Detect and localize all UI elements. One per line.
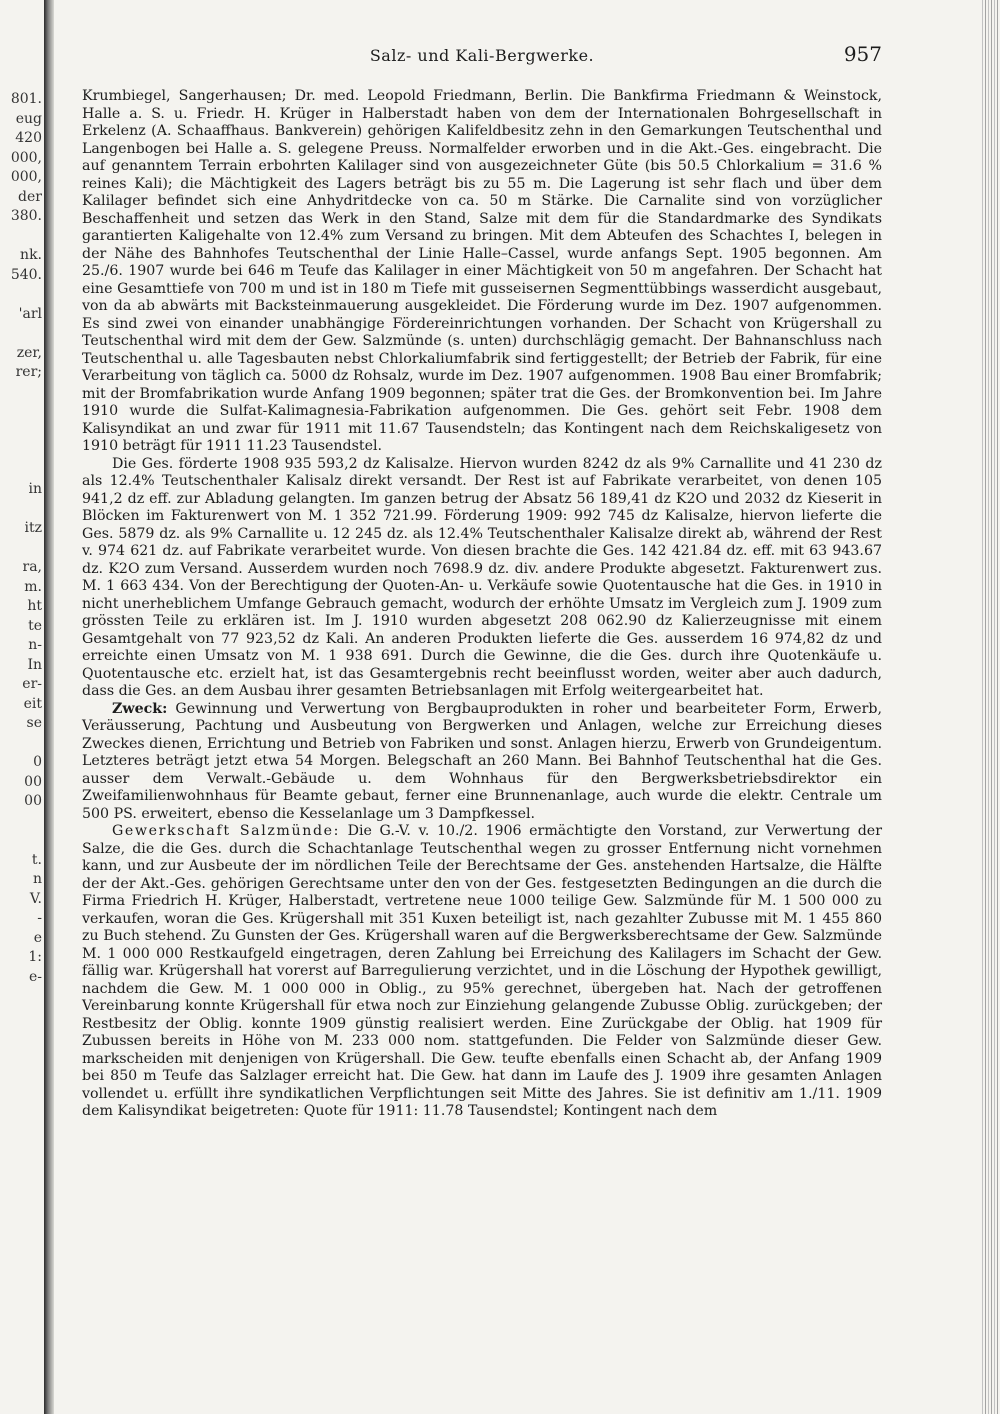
margin-fragment (0, 461, 42, 481)
margin-fragment: n (32, 871, 42, 887)
purpose-label: Zweck: (112, 700, 168, 717)
margin-fragment (0, 831, 42, 851)
page-header (82, 42, 882, 72)
margin-fragment: 00 (24, 793, 42, 809)
margin-fragment: eit (23, 695, 42, 712)
margin-fragment: se (26, 715, 42, 731)
margin-fragment: rer; (15, 364, 42, 380)
margin-fragment: 0 (33, 754, 42, 770)
salzmuende-label: Gewerkschaft Salzmünde: (112, 823, 341, 839)
margin-fragment (0, 227, 42, 247)
margin-fragment: 'arl (18, 305, 42, 322)
margin-fragment: der (18, 188, 42, 205)
margin-fragment: ra, (22, 559, 42, 575)
margin-fragment: te (28, 617, 42, 634)
margin-fragment: nk. (20, 247, 42, 263)
margin-fragment (0, 734, 42, 754)
margin-fragment (0, 500, 42, 520)
margin-fragment: 1: (28, 949, 42, 965)
margin-fragment: 000, (10, 149, 42, 166)
paragraph-ownership: Krumbiegel, Sangerhausen; Dr. med. Leopold Friedmann, Berlin. Die Bankfirma Friedmann & Weinstock, Halle a. S. u. Friedr. H. Krüger in Halberstadt haben von dem der Internationalen Bohrgesellschaft in Erkelenz (A. Schaaffhaus. Bankverein) gehörigen Kalifeldbesitz zehn in den Gemarkungen Teutschenthal und Langenbogen bei Halle a. S. gelegene Preuss. Normalfelder erworben und in die Akt.-Ges. eingebracht. Die auf genanntem Terrain erbohrten Kalilager sind von ausgezeichneter Güte (bis 50.5 Chlorkalium = 31.6 % reines Kali); die Mächtigkeit des Lagers beträgt bis zu 55 m. Die Lagerung ist sehr flach und über dem Kalilager befindet sich eine Anhydritdecke von ca. 50 m Stärke. Die Carnalite sind von vorzüglicher Beschaffenheit und setzen das Werk in den Stand, Salze mit dem für die Standardmarke des Syndikats garantierten Kaligehalte von 12.4% zum Versand zu bringen. Mit dem Abteufen des Schachtes I, belegen in der Nähe des Bahnhofes Teutschenthal der Linie Halle–Cassel, wurde anfangs Sept. 1905 begonnen. Am 25./6. 1907 wurde bei 646 m Teufe das Kalilager in einer Mächtigkeit von 50 m angefahren. Der Schacht hat eine Gesamttiefe von 700 m und ist in 180 m Tiefe mit gusseisernen Segmenttübbings wasserdicht ausgebaut, von da ab abwärts mit Backsteinmauerung ausgekleidet. Die Förderung wurde im Dez. 1907 aufgenommen. Es sind zwei von einander unabhängige Fördereinrichtungen vorhanden. Der Schacht von Krügershall zu Teutschenthal wird mit dem der Gew. Salzmünde (s. unten) durchschlägig gemacht. Der Bahnanschluss nach Teutschenthal u. alle Tagesbauten nebst Chlorkaliumfabrik sind fertiggestellt; der Betrieb der Fabrik, für eine Verarbeitung von täglich ca. 5000 dz Rohsalz, wurde im Dez. 1907 aufgenommen. 1908 Bau einer Bromfabrik; mit der Bromfabrikation wurde Anfang 1909 begonnen; später trat die Ges. der Bromkonvention bei. Im Jahre 1910 wurde die Sulfat-Kalimagnesia-Fabrikation aufgenommen. Die Ges. gehört seit Febr. 1908 dem Kalisyndikat an und zwar für 1911 mit 11.67 Tausendsteln; das Kontingent nach dem Reichskaligesetz von 1910 beträgt für 1911 11.23 Tausendstel. (82, 88, 882, 454)
running-head-title: Salz- und Kali-Bergwerke. (369, 46, 595, 65)
main-text-column (82, 88, 882, 1121)
margin-fragment: in (28, 481, 42, 497)
margin-fragment (0, 383, 42, 403)
margin-fragment: In (27, 656, 42, 673)
margin-fragment (0, 422, 42, 442)
salzmuende-text: Die G.-V. v. 10./2. 1906 ermächtigte den Vorstand, zur Verwertung der Salze, die die Ges. durch die Schachtanlage Teutschenthal wegen zu grosser Entfernung nicht vornehmen kann, und zur Ausbeute der im nördlichen Teile der Berechtsame der Ges. anstehenden Hartsalze, die Hälfte der der Akt.-Ges. gehörigen Gerechtsame unter den von der Ges. festgesetzten Bedingungen an die durch die Firma Friedrich H. Krüger, Halberstadt, vertretene neue 1000 teilige Gew. Salzmünde für M. 1 500 000 zu verkaufen, woran die Ges. Krügershall mit 351 Kuxen beteiligt ist, nach gezahlter Zubusse mit M. 1 455 860 zu Buch stehend. Zu Gunsten der Ges. Krügershall waren auf die Bergwerksberechtsame der Gew. Salzmünde M. 1 000 000 Restkaufgeld eingetragen, deren Zahlung bei Erreichung des Kalilagers im Schacht der Gew. fällig war. Krügershall hat vorerst auf Barregulierung verzichtet, und in die Löschung der Hypothek gewilligt, nachdem die Gew. M. 1 000 000 in Oblig., zu 95% gerechnet, übergeben hat. Nach der getroffenen Vereinbarung konnte Krügershall für etwa noch zur Einziehung gelangende Zubusse Oblig. zurückgeben; der Restbesitz der Oblig. konnte 1909 günstig realisiert werden. Eine Zurückgabe der Oblig. hat 1909 für Zubussen bereits in Höhe von M. 233 000 nom. stattgefunden. Die Felder von Salzmünde dieser Gew. markscheiden mit denjenigen von Krügershall. Die Gew. teufte ebenfalls einen Schacht ab, der Anfang 1909 bei 850 m Teufe das Salzlager erreicht hat. Die Gew. hat dann im Laufe des J. 1909 ihre gesamten Anlagen vollendet u. erfüllt ihre syndikatlichen Verpflichtungen seit Mitte des Jahres. Sie ist definitiv am 1./11. 1909 dem Kalisyndikat beigetreten: Quote für 1911: 11.78 Tausendstel; Kontingent nach dem (82, 823, 882, 1119)
paragraph-salzmuende (82, 823, 882, 1121)
margin-fragment: 801. (10, 91, 42, 107)
margin-fragment: ht (27, 598, 42, 614)
margin-fragment (0, 441, 42, 461)
margin-fragment: e (33, 929, 42, 946)
margin-fragment: 380. (10, 208, 42, 224)
margin-fragment: e- (28, 968, 42, 985)
margin-fragment (0, 324, 42, 344)
previous-page-margin-fragments (0, 90, 42, 987)
margin-fragment: 00 (24, 773, 42, 790)
margin-fragment: 420 (15, 130, 42, 146)
margin-fragment: eug (15, 110, 42, 127)
margin-fragment: itz (24, 520, 42, 536)
margin-fragment: er- (22, 676, 42, 692)
page-number: 957 (843, 42, 882, 66)
margin-fragment: n- (28, 637, 42, 653)
margin-fragment: V. (29, 890, 42, 907)
margin-fragment: m. (24, 578, 42, 595)
margin-fragment (0, 539, 42, 559)
margin-fragment: 000, (10, 169, 42, 185)
margin-fragment: 540. (10, 266, 42, 283)
page-edge-stack (982, 0, 1000, 1414)
margin-fragment: - (37, 910, 42, 926)
margin-fragment: zer, (16, 344, 42, 361)
paragraph-purpose (82, 701, 882, 824)
margin-fragment: t. (31, 851, 42, 868)
book-gutter-shadow (44, 0, 54, 1414)
margin-fragment (0, 812, 42, 832)
margin-fragment (0, 285, 42, 305)
margin-fragment (0, 402, 42, 422)
purpose-text: Gewinnung und Verwertung von Bergbauprodukten in roher und bearbeiteter Form, Erwerb, Veräusserung, Pachtung und Ausbeutung von Bergwerken und Anlagen, welche zur Erreichung dieses Zweckes dienen, Errichtung und Betrieb von Fabriken und sonst. Anlagen hierzu, Erwerb von Grundeigentum. Letzteres beträgt jetzt etwa 54 Morgen. Belegschaft an 260 Mann. Bei Bahnhof Teutschenthal hat die Ges. ausser dem Verwalt.-Gebäude u. dem Wohnhaus für den Bergwerksbetriebsdirektor ein Zweifamilienwohnhaus für Beamte gebaut, ferner eine Brunnenanlage, auch wurde die elektr. Centrale um 500 PS. erweitert, ebenso die Kesselanlage um 3 Dampfkessel. (82, 700, 882, 822)
paragraph-production: Die Ges. förderte 1908 935 593,2 dz Kalisalze. Hiervon wurden 8242 dz als 9% Carnallite und 41 230 dz als 12.4% Teutschenthaler Kalisalz direkt versandt. Der Rest ist auf Fabrikate verarbeitet, von denen 105 941,2 dz eff. zur Abladung gelangten. Im ganzen betrug der Absatz 56 189,41 dz K2O und 2032 dz Kieserit in Blöcken im Fakturenwert von M. 1 352 721.99. Förderung 1909: 992 745 dz Kalisalze, hiervon lieferte die Ges. 5879 dz. als 9% Carnallite u. 12 245 dz. als 12.4% Teutschenthaler Kalisalze direkt ab, während der Rest v. 974 621 dz. auf Fabrikate verarbeitet wurde. Von diesen brachte die Ges. 142 421.84 dz. eff. mit 63 943.67 dz. K2O zum Versand. Ausserdem wurden noch 7698.9 dz. div. andere Produkte abgesetzt. Fakturenwert zus. M. 1 663 434. Von der Berechtigung der Quoten-An- u. Verkäufe sowie Quotentausche hat die Ges. in 1910 in nicht unerheblichem Umfange Gebrauch gemacht, wodurch der erhöhte Umsatz im Vergleich zum J. 1909 zum grössten Teile zu erklären ist. Im J. 1910 wurden abgesetzt 208 062.90 dz Kalierzeugnisse mit einem Gesamtgehalt von 77 923,52 dz Kali. An anderen Produkten lieferte die Ges. ausserdem 16 974,82 dz und erreichte einen Umsatz von M. 1 938 691. Durch die Gewinne, die die Ges. durch ihre Quotenkäufe u. Quotentausche etc. erzielt hat, ist das Gesamtergebnis recht beeinflusst worden, weiter aber auch dadurch, dass die Ges. an dem Ausbau ihrer gesamten Betriebsanlagen mit Erfolg weitergearbeitet hat. (82, 455, 882, 699)
